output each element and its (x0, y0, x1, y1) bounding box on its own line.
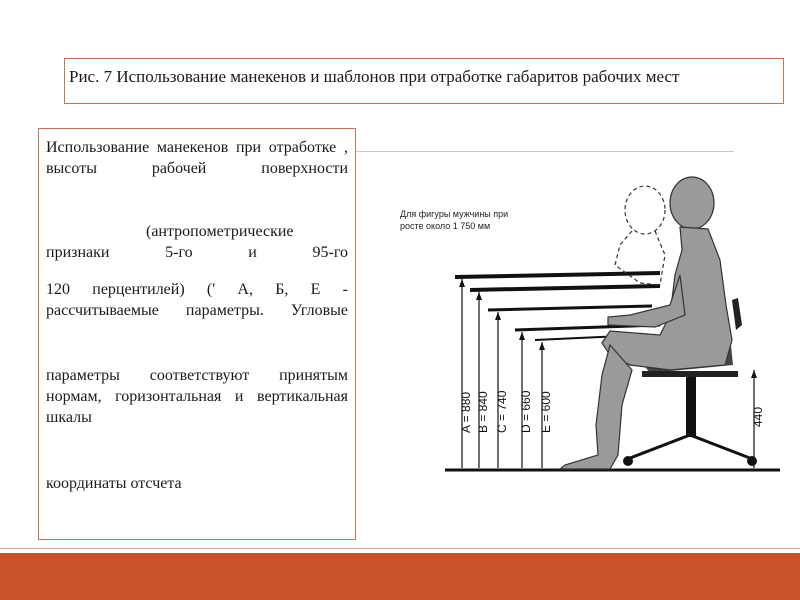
dim-label-e: E = 600 (539, 391, 553, 433)
divider-line (356, 151, 734, 152)
text-box (38, 128, 356, 540)
surface-c (488, 306, 652, 310)
figure-note-line1: Для фигуры мужчины при (400, 209, 509, 219)
paragraph-2: (антропометрические признаки 5-го и 95-го (46, 223, 348, 261)
paragraph-5: координаты отсчета (46, 475, 182, 492)
dim-label-c: C = 740 (495, 390, 509, 433)
paragraph-1: Использование манекенов при отработке , высоты рабочей поверхности (46, 139, 348, 177)
dashed-figure-outline (615, 186, 665, 285)
figure-note-line2: росте около 1 750 мм (400, 221, 491, 231)
bottom-thin-line (0, 548, 800, 549)
bottom-accent-bar (0, 553, 800, 600)
workplace-diagram (370, 165, 785, 505)
paragraph-4: параметры соответствуют принятым нормам, горизонтальная и вертикальная шкалы (46, 367, 348, 426)
dim-label-d: D = 660 (519, 390, 533, 433)
paragraph-3: 120 перцентилей) (' А, Б, Е - рассчитываемые параметры. Угловые (46, 281, 348, 319)
surface-b (470, 286, 660, 290)
slide-title: Рис. 7 Использование манекенов и шаблонов при отработке габаритов рабочих мест (69, 67, 680, 86)
seated-figure (560, 177, 732, 469)
title-box (64, 58, 784, 104)
dim-label-a: A = 880 (459, 391, 473, 433)
dim-label-b: B = 840 (476, 391, 490, 433)
seat-height-label: 440 (751, 406, 765, 427)
